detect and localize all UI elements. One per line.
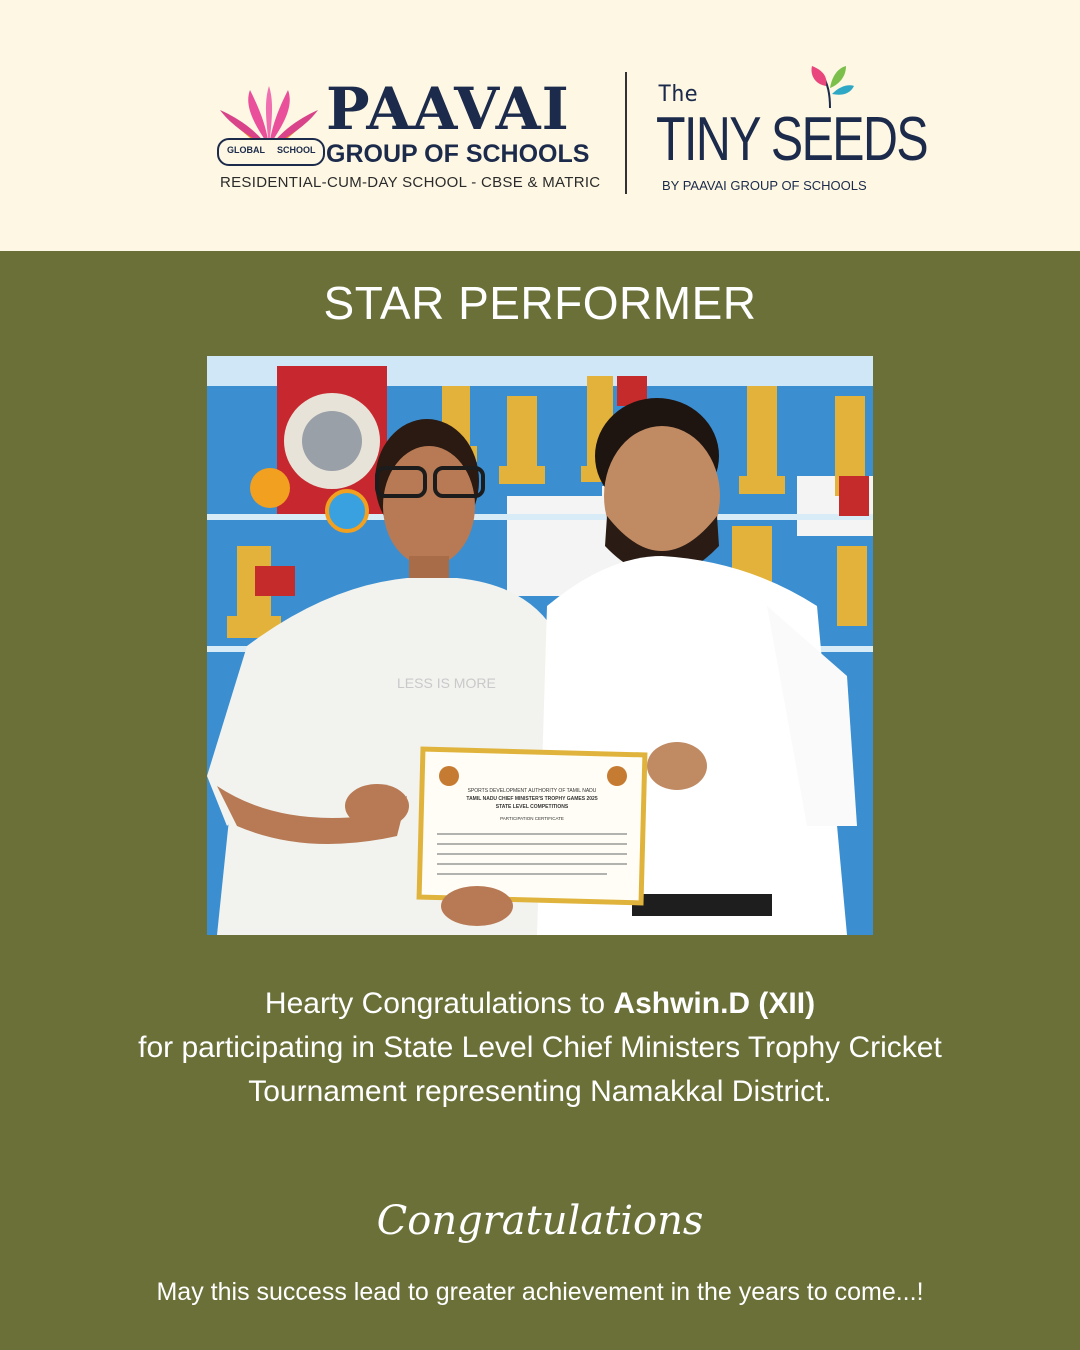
star-performer-title: STAR PERFORMER bbox=[323, 277, 757, 329]
badge-global-text: GLOBAL bbox=[227, 145, 265, 155]
paavai-tagline: RESIDENTIAL-CUM-DAY SCHOOL - CBSE & MATRIC bbox=[220, 174, 601, 191]
certificate-heading3: STATE LEVEL COMPETITIONS bbox=[495, 804, 569, 810]
certificate-heading4: PARTICIPATION CERTIFICATE bbox=[500, 816, 564, 821]
message-prefix: Hearty Congratulations to bbox=[264, 987, 614, 1020]
student-photo bbox=[207, 356, 873, 935]
shirt-text: LESS IS MORE bbox=[397, 675, 496, 691]
certificate-heading2: TAMIL NADU CHIEF MINISTER'S TROPHY GAMES 2025 bbox=[466, 796, 598, 802]
tiny-seeds-title: TINY SEEDS bbox=[656, 105, 928, 174]
logo-divider bbox=[625, 72, 627, 194]
certificate-heading1: SPORTS DEVELOPMENT AUTHORITY OF TAMIL NADU bbox=[467, 788, 597, 794]
congratulation-message bbox=[40, 982, 1040, 1114]
header-band bbox=[0, 0, 1080, 251]
script-text: Congratulations bbox=[376, 1198, 704, 1244]
message-line-3: Tournament representing Namakkal District. bbox=[248, 1075, 832, 1108]
message-line-1 bbox=[40, 982, 1040, 1026]
paavai-title: PAAVAI bbox=[326, 75, 570, 143]
tiny-seeds-the: The bbox=[658, 82, 698, 107]
tiny-seeds-logo bbox=[656, 64, 928, 199]
photo-illustration bbox=[207, 356, 873, 935]
paavai-subtitle: GROUP OF SCHOOLS bbox=[326, 140, 590, 168]
badge-school-text: SCHOOL bbox=[277, 145, 316, 155]
global-school-badge bbox=[217, 138, 325, 166]
wish-text: May this success lead to greater achievement in the years to come...! bbox=[156, 1278, 924, 1306]
message-line-2: for participating in State Level Chief Ministers Trophy Cricket bbox=[138, 1031, 942, 1064]
congratulations-script bbox=[376, 1186, 704, 1266]
student-name: Ashwin.D (XII) bbox=[613, 987, 816, 1020]
paavai-logo bbox=[214, 75, 601, 194]
tiny-seeds-subtitle: BY PAAVAI GROUP OF SCHOOLS bbox=[662, 178, 867, 193]
